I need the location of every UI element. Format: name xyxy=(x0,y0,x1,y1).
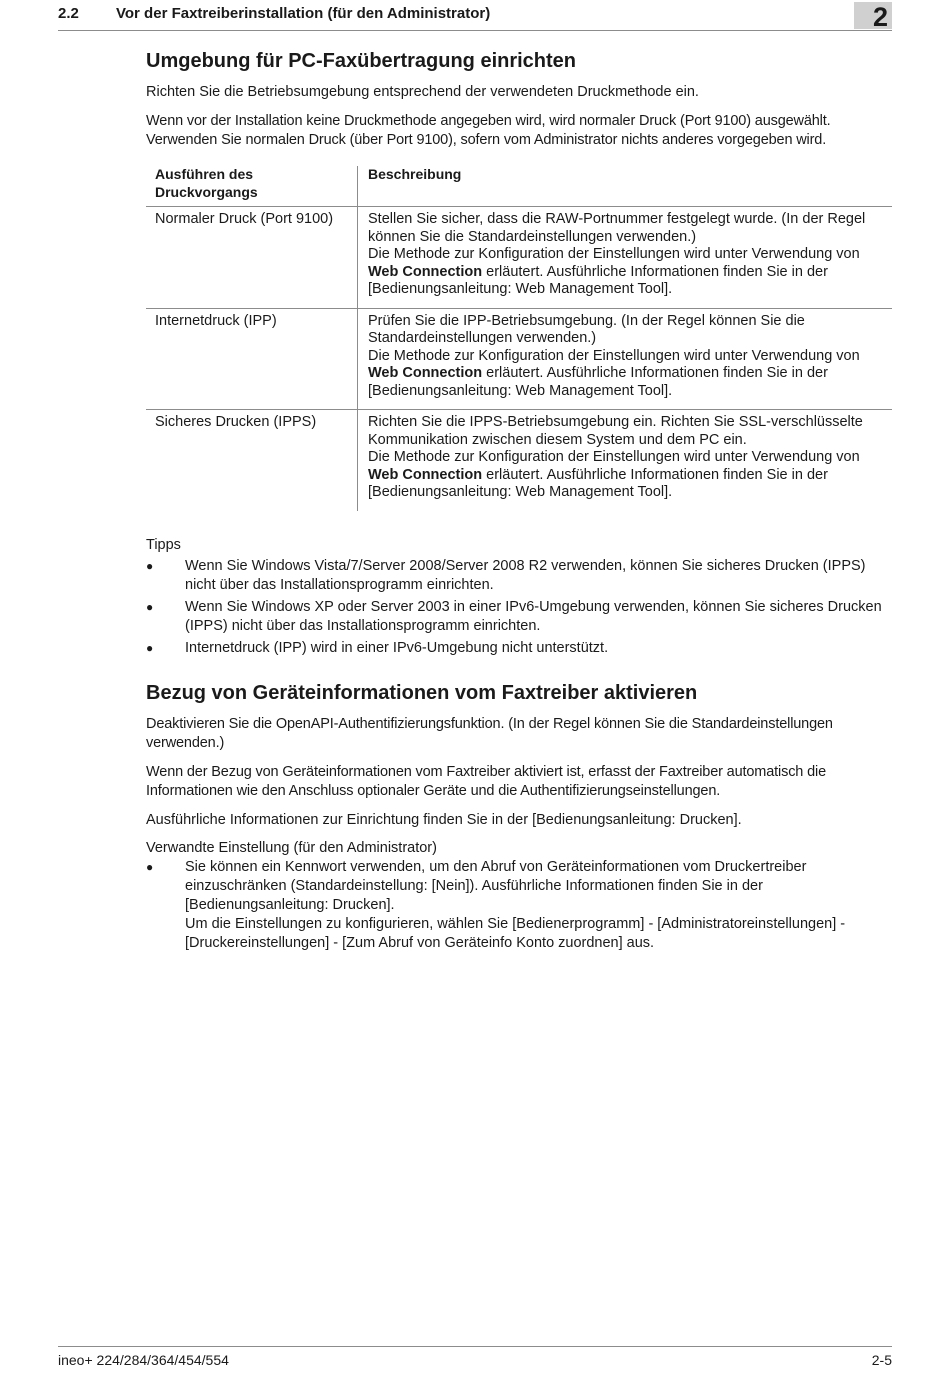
column-header-method: Ausführen des Druckvorgangs xyxy=(146,166,358,207)
section2-heading: Bezug von Geräteinformationen vom Faxtreiber aktivieren xyxy=(146,681,698,704)
description-text: Die Methode zur Konfiguration der Einstellungen wird unter Verwendung von xyxy=(368,347,860,364)
description-text: erläutert. Ausführliche Informationen finden Sie in der [Bedienungsanleitung: Web Management Tool]. xyxy=(368,365,828,399)
tip-text: Internetdruck (IPP) wird in einer IPv6-Umgebung nicht unterstützt. xyxy=(185,639,609,656)
web-connection-term: Web Connection xyxy=(368,466,483,483)
section1-default-method-note: Wenn vor der Installation keine Druckmethode angegeben wird, wird normaler Druck (Port 9100) ausgewählt. Verwenden Sie normalen Druck (über Port 9100), sofern vom Administrator nichts anderes vorgegeben wird. xyxy=(146,113,831,148)
section1-heading: Umgebung für PC-Faxübertragung einrichten xyxy=(146,50,577,72)
bullet-icon: ● xyxy=(146,859,154,874)
tip-text: Wenn Sie Windows XP oder Server 2003 in einer IPv6-Umgebung verwenden, können Sie sicheres Drucken (IPPS) nicht über das Installationsprogramm einrichten. xyxy=(185,598,882,634)
list-item xyxy=(146,557,894,595)
list-item xyxy=(146,639,894,658)
list-item xyxy=(146,858,894,953)
section-title: Vor der Faxtreiberinstallation (für den Administrator) xyxy=(116,5,491,22)
description-cell xyxy=(358,308,893,410)
bullet-icon: ● xyxy=(146,558,154,573)
related-setting-list xyxy=(146,858,894,953)
related-setting-label: Verwandte Einstellung (für den Administrator) xyxy=(146,839,437,856)
table-row xyxy=(146,410,892,511)
description-text: Die Methode zur Konfiguration der Einstellungen wird unter Verwendung von xyxy=(368,246,860,262)
product-model: ineo+ 224/284/364/454/554 xyxy=(58,1352,229,1368)
table-row xyxy=(146,207,892,309)
description-text: erläutert. Ausführliche Informationen finden Sie in der [Bedienungsanleitung: Web Management Tool]. xyxy=(368,263,828,297)
description-cell xyxy=(358,410,893,511)
bullet-icon: ● xyxy=(146,640,154,655)
related-setting-path: Um die Einstellungen zu konfigurieren, wählen Sie [Bedienerprogramm] - [Administratoreinstellungen] - [Druckereinstellungen] - [Zum Abruf von Geräteinfo Konto zuordnen] aus. xyxy=(185,915,846,951)
description-text: erläutert. Ausführliche Informationen finden Sie in der [Bedienungsanleitung: Web Management Tool]. xyxy=(368,466,828,500)
description-cell xyxy=(358,207,893,309)
method-cell: Internetdruck (IPP) xyxy=(146,308,358,410)
method-cell: Normaler Druck (Port 9100) xyxy=(146,207,358,309)
bullet-icon: ● xyxy=(146,599,154,614)
description-text: Richten Sie die IPPS-Betriebsumgebung ein. Richten Sie SSL-verschlüsselte Kommunikation zwischen diesem System und dem PC ein. xyxy=(368,414,863,448)
list-item xyxy=(146,598,894,636)
tip-text: Wenn Sie Windows Vista/7/Server 2008/Server 2008 R2 verwenden, können Sie sicheres Drucken (IPPS) nicht über das Installationsprogramm einrichten. xyxy=(185,557,866,593)
section1-intro: Richten Sie die Betriebsumgebung entsprechend der verwendeten Druckmethode ein. xyxy=(146,84,699,100)
page-header xyxy=(58,0,892,31)
description-text: Stellen Sie sicher, dass die RAW-Portnummer festgelegt wurde. (In der Regel können Sie die Standardeinstellungen verwenden.) xyxy=(368,211,866,245)
section2-openapi-note: Deaktivieren Sie die OpenAPI-Authentifizierungsfunktion. (In der Regel können Sie die Standardeinstellungen verwenden.) xyxy=(146,715,833,751)
main-content xyxy=(146,50,894,956)
web-connection-term: Web Connection xyxy=(368,263,483,280)
chapter-number-tab: 2 xyxy=(854,2,892,29)
section2-reference-note: Ausführliche Informationen zur Einrichtung finden Sie in der [Bedienungsanleitung: Drucken]. xyxy=(146,811,742,828)
page-footer xyxy=(58,1346,892,1368)
table-header-row xyxy=(146,166,892,207)
web-connection-term: Web Connection xyxy=(368,365,483,381)
description-text: Die Methode zur Konfiguration der Einstellungen wird unter Verwendung von xyxy=(368,449,860,465)
description-text: Prüfen Sie die IPP-Betriebsumgebung. (In der Regel können Sie die Standardeinstellungen verwenden.) xyxy=(368,312,805,346)
section2-auto-detect-note: Wenn der Bezug von Geräteinformationen vom Faxtreiber aktiviert ist, erfasst der Faxtreiber automatisch die Informationen wie den Anschluss optionaler Geräte und die Authentifizierungseinstellungen. xyxy=(146,763,826,799)
page-number: 2-5 xyxy=(871,1352,892,1368)
table-row xyxy=(146,308,892,410)
column-header-description: Beschreibung xyxy=(358,166,893,207)
print-method-table xyxy=(146,166,892,511)
related-setting-text: Sie können ein Kennwort verwenden, um den Abruf von Geräteinformationen vom Druckertreiber einzuschränken (Standardeinstellung: [Nein]). Ausführliche Informationen finden Sie in der [Bedienungsanleitung: Drucken]. xyxy=(185,858,807,913)
section-number: 2.2 xyxy=(58,5,79,22)
tips-list xyxy=(146,557,894,658)
tips-label: Tipps xyxy=(146,536,181,553)
method-cell: Sicheres Drucken (IPPS) xyxy=(146,410,358,511)
